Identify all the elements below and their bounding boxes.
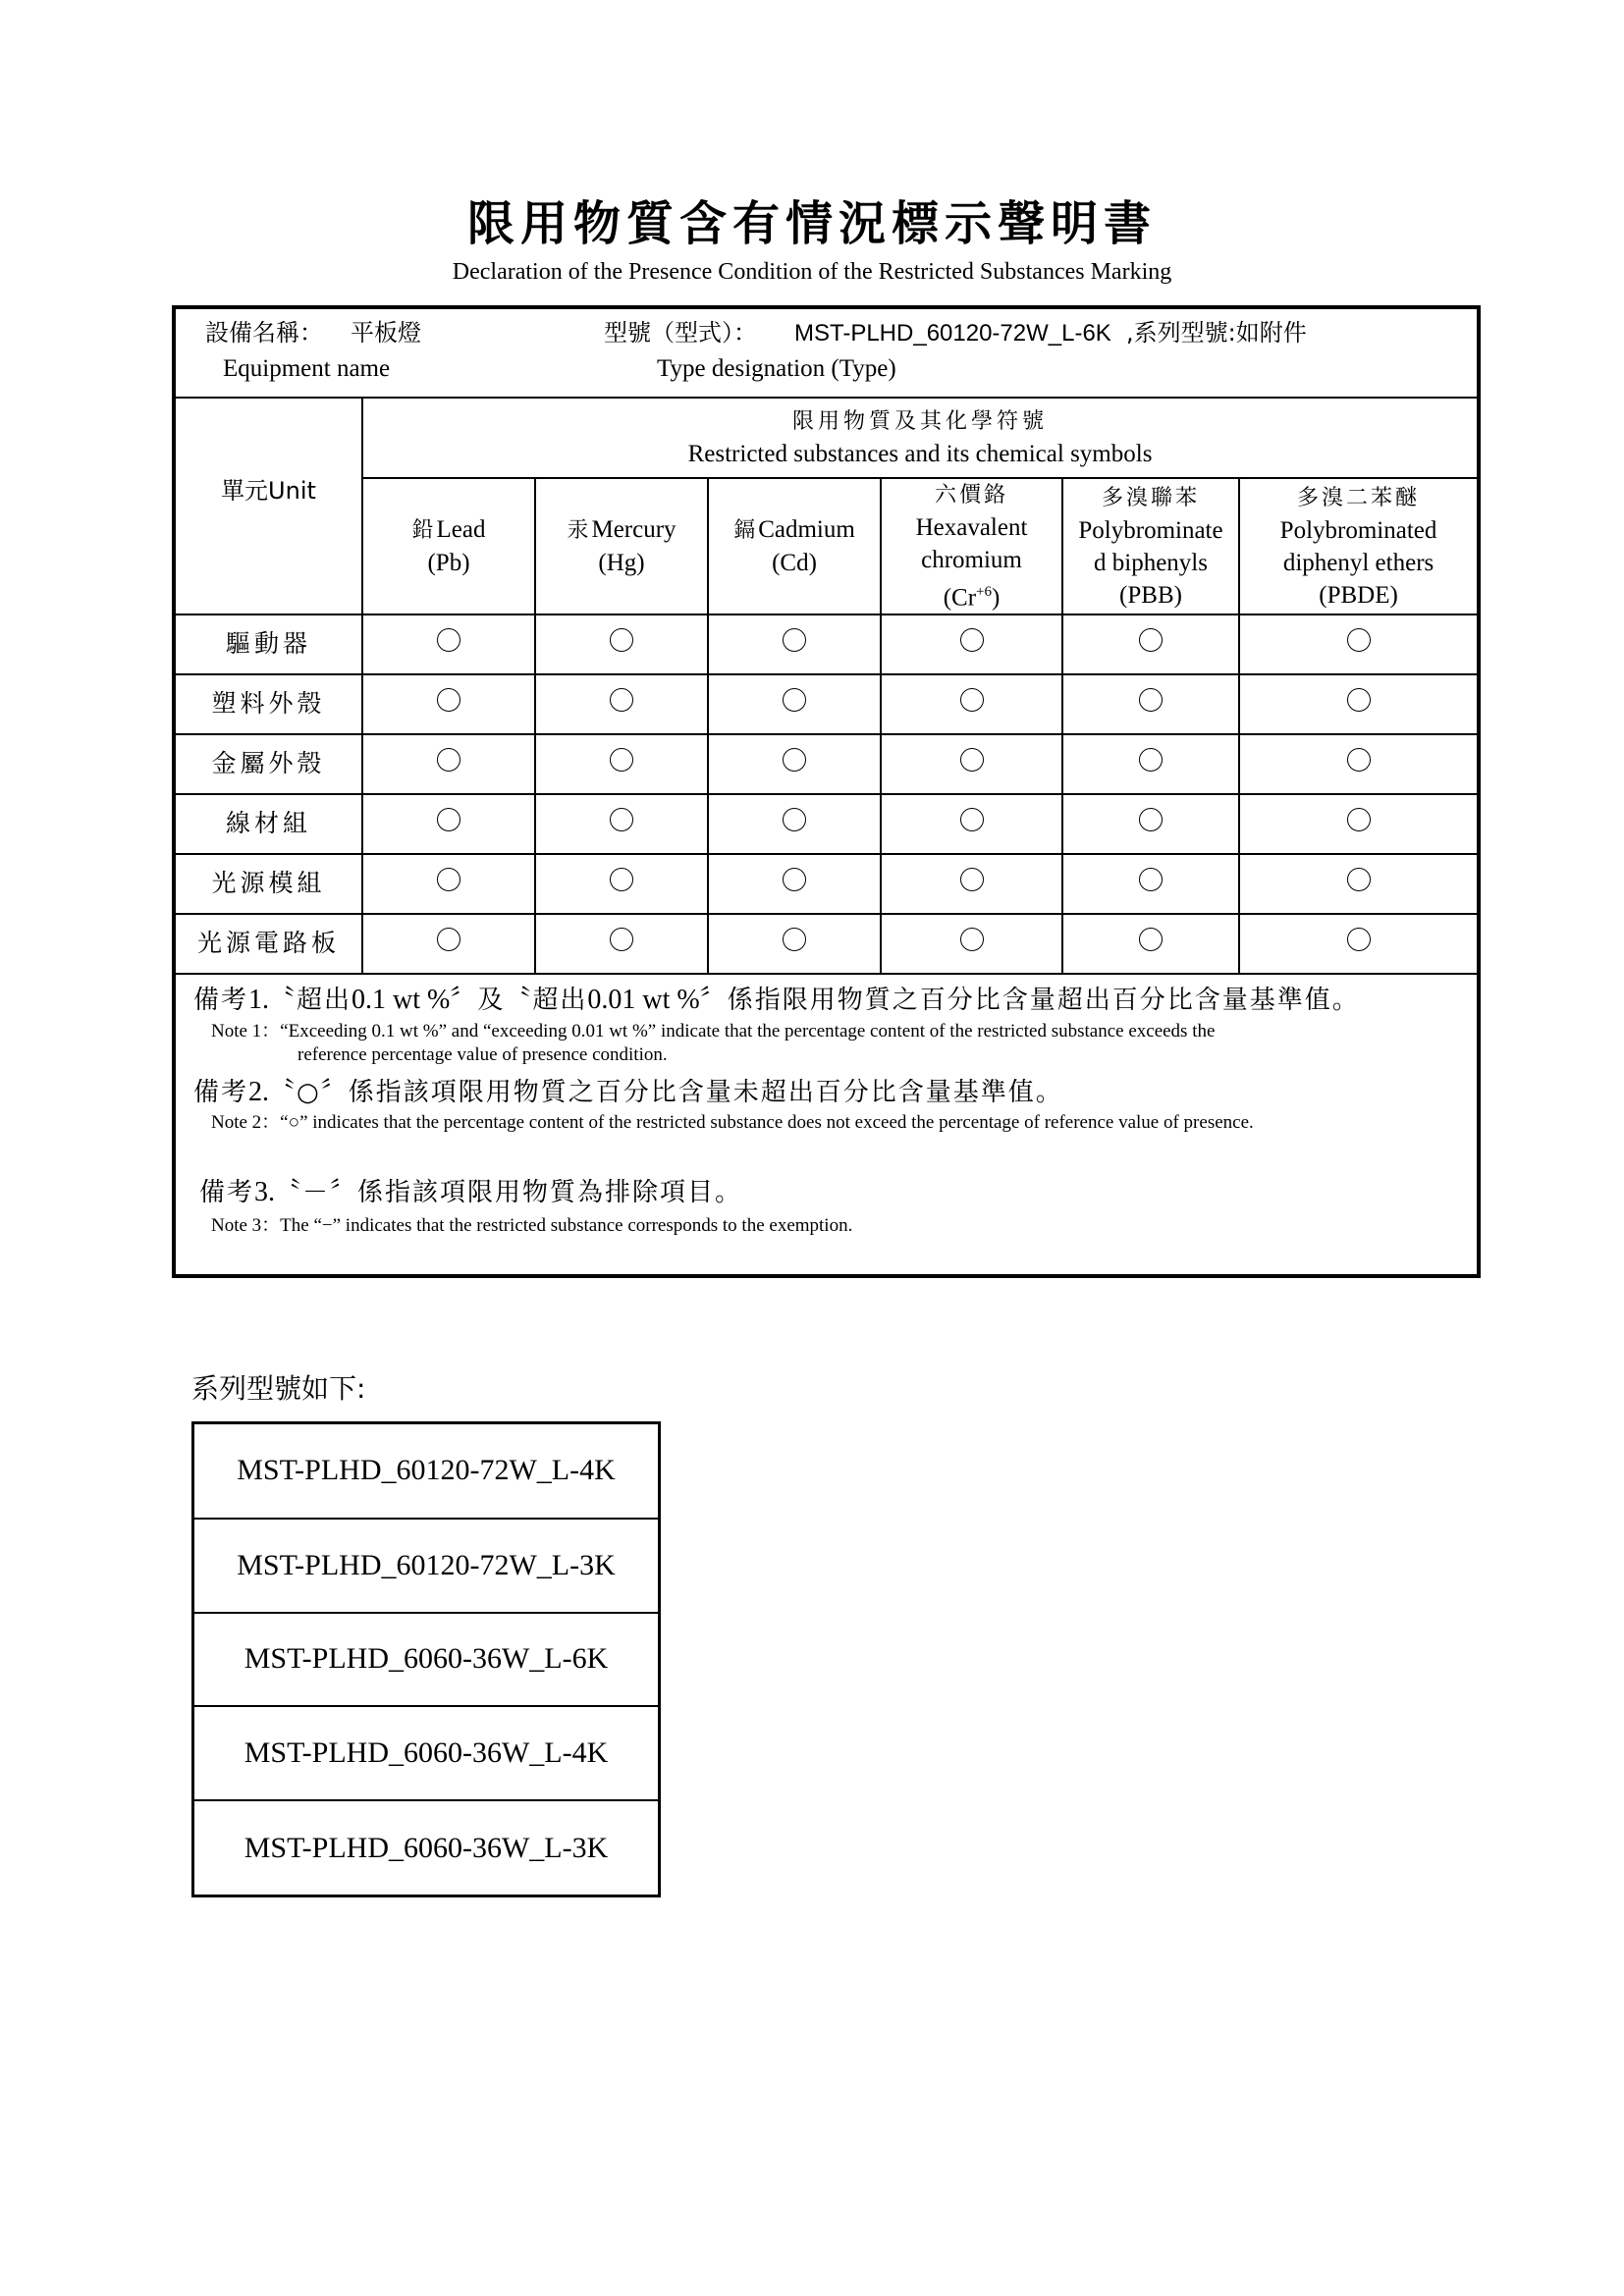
not-exceeding-circle-mark [610, 748, 633, 772]
not-exceeding-circle-mark [437, 688, 460, 712]
presence-mark-cell [1239, 734, 1479, 794]
col-symbol: (Hg) [598, 550, 645, 577]
not-exceeding-circle-mark [437, 868, 460, 891]
header-cn: 限用物質及其化學符號 [792, 409, 1049, 434]
presence-mark-cell [881, 854, 1062, 914]
presence-mark-cell [708, 614, 881, 674]
presence-mark-cell [881, 914, 1062, 974]
col-symbol: (PBDE) [1319, 581, 1398, 609]
list-item [193, 1519, 660, 1613]
table-row [174, 674, 1479, 734]
col-header-pbde [1239, 478, 1479, 614]
col-header-cadmium [708, 478, 881, 614]
not-exceeding-circle-mark [960, 688, 984, 712]
series-model-name: MST-PLHD_60120-72W_L-4K [193, 1423, 660, 1519]
series-note: ,系列型號:如附件 [1126, 319, 1307, 347]
col-en-line1: Polybrominated [1279, 516, 1437, 544]
note-text: 〝○〞係指該項限用物質之百分比含量未超出百分比含量基準值。 [269, 1078, 1063, 1108]
data-rows [174, 614, 1479, 974]
not-exceeding-circle-mark [1139, 688, 1163, 712]
table-row [174, 734, 1479, 794]
not-exceeding-circle-mark [783, 628, 806, 652]
type-label-en: Type designation (Type) [657, 355, 896, 382]
col-en-line2: d biphenyls [1094, 549, 1208, 576]
unit-name: 金屬外殼 [174, 734, 362, 794]
col-en-line2: diphenyl ethers [1282, 549, 1435, 576]
note3-en: Note 3：The “−” indicates that the restricted substance corresponds to the exemption. [211, 1215, 853, 1237]
not-exceeding-circle-mark [1139, 748, 1163, 772]
note2-cn [193, 1077, 1063, 1108]
presence-mark-cell [881, 734, 1062, 794]
presence-mark-cell [535, 914, 708, 974]
note-num: 2. [248, 1077, 270, 1108]
not-exceeding-circle-mark [1347, 628, 1371, 652]
col-cn: 多溴二苯醚 [1297, 485, 1421, 510]
presence-mark-cell [362, 734, 535, 794]
not-exceeding-circle-mark [1347, 808, 1371, 831]
col-cn: 多溴聯苯 [1101, 485, 1200, 510]
presence-mark-cell [535, 674, 708, 734]
table-row [174, 614, 1479, 674]
not-exceeding-circle-mark [960, 748, 984, 772]
note1-cn [193, 985, 1360, 1016]
presence-mark-cell [708, 854, 881, 914]
col-symbol: (PBB) [1119, 581, 1182, 609]
not-exceeding-circle-mark [610, 928, 633, 951]
presence-mark-cell [362, 614, 535, 674]
presence-mark-cell [1239, 614, 1479, 674]
not-exceeding-circle-mark [1347, 928, 1371, 951]
substance-header-row [174, 478, 1479, 614]
note3-cn [199, 1177, 742, 1208]
not-exceeding-circle-mark [960, 928, 984, 951]
not-exceeding-circle-mark [437, 628, 460, 652]
note-text: 〞係指限用物質之百分比含量超出百分比含量基準值。 [699, 986, 1360, 1016]
unit-name: 驅動器 [174, 614, 362, 674]
presence-mark-cell [535, 614, 708, 674]
unit-column-header [174, 398, 362, 614]
not-exceeding-circle-mark [783, 928, 806, 951]
col-header-pbb [1062, 478, 1239, 614]
presence-mark-cell [881, 674, 1062, 734]
note2-en: Note 2：“○” indicates that the percentage content of the restricted substance does not exceed the percentage of reference value of presence. [211, 1112, 1254, 1134]
not-exceeding-circle-mark [1347, 868, 1371, 891]
presence-mark-cell [1239, 794, 1479, 854]
equipment-name-value: 平板燈 [351, 319, 421, 347]
symbol-base: (Cr [943, 584, 977, 612]
equipment-info-cell [174, 307, 1479, 398]
presence-mark-cell [1062, 914, 1239, 974]
series-rows [193, 1423, 660, 1896]
type-label: 型號（型式）： [604, 319, 757, 347]
note-text: 〞及〝超出 [450, 986, 588, 1016]
presence-mark-cell [1062, 734, 1239, 794]
presence-mark-cell [1239, 914, 1479, 974]
col-cn: 鎘 [733, 518, 759, 544]
col-en: Lead [436, 516, 486, 544]
col-en-line1: Hexavalent [915, 514, 1028, 541]
note-prefix: 備考 [199, 1178, 255, 1208]
unit-label-text: 單元Unit [221, 477, 316, 505]
presence-mark-cell [1062, 794, 1239, 854]
unit-name: 塑料外殼 [174, 674, 362, 734]
symbol-end: ) [991, 584, 1001, 612]
note-prefix: 備考 [193, 986, 249, 1016]
presence-mark-cell [708, 734, 881, 794]
document-title: 限用物質含有情況標示聲明書 [466, 196, 1157, 251]
not-exceeding-circle-mark [1139, 928, 1163, 951]
presence-mark-cell [362, 794, 535, 854]
note-text: 〝超出 [269, 986, 352, 1016]
presence-mark-cell [535, 734, 708, 794]
series-model-name: MST-PLHD_6060-36W_L-4K [193, 1706, 660, 1800]
unit-name: 光源模組 [174, 854, 362, 914]
presence-mark-cell [362, 674, 535, 734]
not-exceeding-circle-mark [783, 688, 806, 712]
presence-mark-cell [881, 794, 1062, 854]
col-header-lead [362, 478, 535, 614]
note-num: 3. [254, 1177, 276, 1208]
note-prefix: 備考 [193, 1078, 249, 1108]
col-header-mercury [535, 478, 708, 614]
col-en: Cadmium [758, 516, 855, 544]
presence-mark-cell [1062, 854, 1239, 914]
col-header-hexavalent-chromium [881, 478, 1062, 614]
not-exceeding-circle-mark [960, 868, 984, 891]
presence-mark-cell [708, 674, 881, 734]
not-exceeding-circle-mark [783, 808, 806, 831]
table-row [174, 794, 1479, 854]
note-value: 0.01 wt % [587, 985, 700, 1016]
presence-mark-cell [1062, 674, 1239, 734]
not-exceeding-circle-mark [610, 868, 633, 891]
not-exceeding-circle-mark [783, 748, 806, 772]
presence-mark-cell [708, 914, 881, 974]
presence-mark-cell [535, 794, 708, 854]
not-exceeding-circle-mark [1347, 688, 1371, 712]
col-cn: 汞 [567, 518, 592, 544]
series-model-name: MST-PLHD_6060-36W_L-6K [193, 1613, 660, 1707]
not-exceeding-circle-mark [1139, 808, 1163, 831]
note-num: 1. [248, 985, 270, 1016]
header-en: Restricted substances and its chemical symbols [687, 441, 1153, 467]
not-exceeding-circle-mark [437, 748, 460, 772]
list-item [193, 1613, 660, 1707]
restricted-substances-header [362, 398, 1479, 478]
unit-name: 光源電路板 [174, 914, 362, 974]
series-models-table [191, 1421, 661, 1897]
not-exceeding-circle-mark [960, 808, 984, 831]
not-exceeding-circle-mark [610, 688, 633, 712]
presence-mark-cell [708, 794, 881, 854]
note-value: 0.1 wt % [352, 985, 451, 1016]
not-exceeding-circle-mark [1139, 868, 1163, 891]
presence-mark-cell [362, 914, 535, 974]
col-cn: 六價鉻 [934, 483, 1008, 507]
presence-mark-cell [1239, 854, 1479, 914]
unit-name: 線材組 [174, 794, 362, 854]
type-value: MST-PLHD_60120-72W_L-6K [794, 320, 1111, 347]
presence-mark-cell [535, 854, 708, 914]
table-row [174, 854, 1479, 914]
equipment-name-label-en: Equipment name [223, 355, 391, 382]
presence-mark-cell [881, 614, 1062, 674]
not-exceeding-circle-mark [610, 628, 633, 652]
series-model-name: MST-PLHD_60120-72W_L-3K [193, 1519, 660, 1613]
equipment-row [174, 307, 1479, 398]
presence-mark-cell [1062, 614, 1239, 674]
declaration-table [172, 305, 1481, 1278]
list-item [193, 1800, 660, 1896]
symbol-sup: +6 [976, 584, 992, 600]
list-item [193, 1706, 660, 1800]
not-exceeding-circle-mark [610, 808, 633, 831]
document-subtitle: Declaration of the Presence Condition of the Restricted Substances Marking [452, 259, 1172, 285]
presence-mark-cell [362, 854, 535, 914]
col-symbol: (Cd) [772, 550, 817, 577]
table-row [174, 914, 1479, 974]
note1-en-line1: Note 1：“Exceeding 0.1 wt %” and “exceeding 0.01 wt %” indicate that the percentage content of the restricted substance exceeds the [211, 1021, 1216, 1042]
not-exceeding-circle-mark [1347, 748, 1371, 772]
series-model-name: MST-PLHD_6060-36W_L-3K [193, 1800, 660, 1896]
not-exceeding-circle-mark [437, 928, 460, 951]
series-list-title: 系列型號如下: [191, 1372, 366, 1405]
col-symbol: (Pb) [427, 550, 470, 577]
col-en: Mercury [591, 516, 677, 544]
note1-en-line2: reference percentage value of presence condition. [298, 1044, 668, 1066]
col-cn: 鉛 [411, 518, 437, 544]
not-exceeding-circle-mark [960, 628, 984, 652]
col-symbol [882, 576, 1061, 614]
col-en-line2: chromium [921, 547, 1022, 573]
note-text: 〝－〞係指該項限用物質為排除項目。 [275, 1178, 743, 1208]
col-en-line1: Polybrominate [1078, 516, 1223, 544]
notes-cell [174, 974, 1479, 1276]
equipment-name-label: 設備名稱： [205, 319, 323, 347]
presence-mark-cell [1239, 674, 1479, 734]
list-item [193, 1423, 660, 1519]
not-exceeding-circle-mark [1139, 628, 1163, 652]
not-exceeding-circle-mark [783, 868, 806, 891]
not-exceeding-circle-mark [437, 808, 460, 831]
